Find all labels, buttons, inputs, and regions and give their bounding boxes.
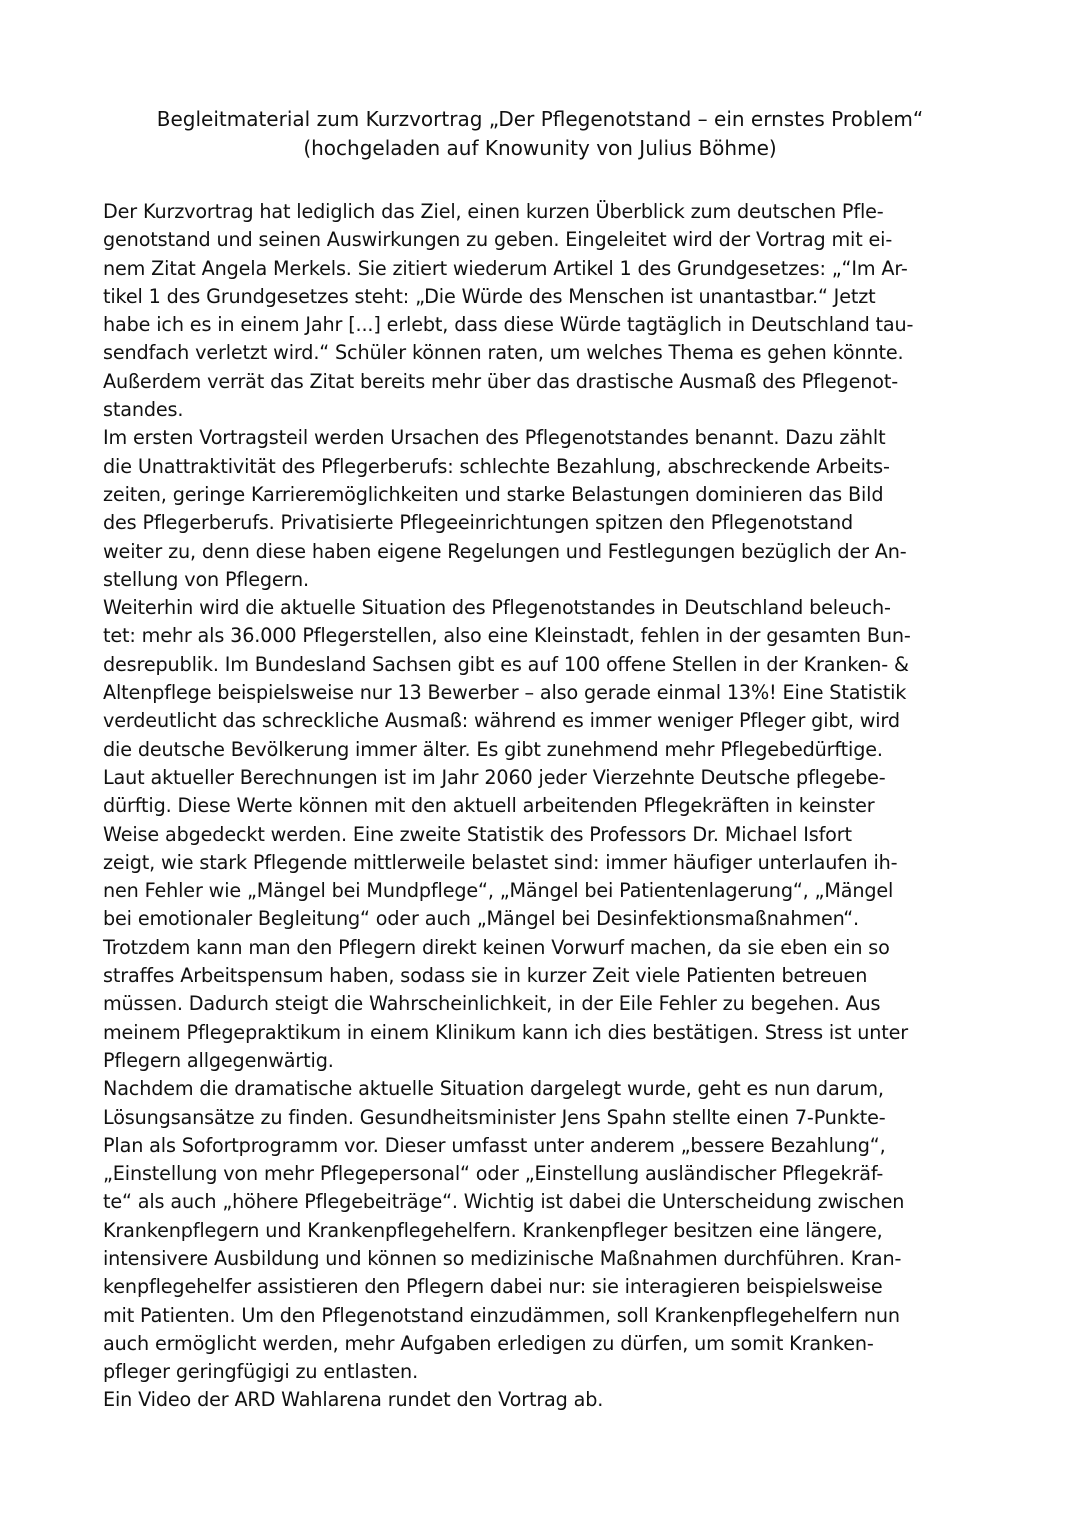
body-line: Nachdem die dramatische aktuelle Situation dargelegt wurde, geht es nun darum, [103, 1077, 884, 1101]
body-line: zeigt, wie stark Pflegende mittlerweile belastet sind: immer häufiger unterlaufen ih- [103, 850, 898, 874]
body-line: zeiten, geringe Karrieremöglichkeiten und starke Belastungen dominieren das Bild [103, 482, 884, 506]
body-line: genotstand und seinen Auswirkungen zu geben. Eingeleitet wird der Vortrag mit ei- [103, 228, 893, 252]
body-line: standes. [103, 398, 184, 422]
body-line: pfleger geringfügigi zu entlasten. [103, 1360, 419, 1384]
body-line: Weise abgedeckt werden. Eine zweite Statistik des Professors Dr. Michael Isfort [103, 822, 852, 846]
body-line: desrepublik. Im Bundesland Sachsen gibt es auf 100 offene Stellen in der Kranken- & [103, 652, 909, 676]
body-line: Ein Video der ARD Wahlarena rundet den Vortrag ab. [103, 1388, 604, 1412]
body-line: weiter zu, denn diese haben eigene Regelungen und Festlegungen bezüglich der An- [103, 539, 907, 563]
body-line: Trotzdem kann man den Pflegern direkt keinen Vorwurf machen, da sie eben ein so [103, 935, 890, 959]
body-line: auch ermöglicht werden, mehr Aufgaben erledigen zu dürfen, um somit Kranken- [103, 1331, 874, 1355]
body-line: Außerdem verrät das Zitat bereits mehr über das drastische Ausmaß des Pflegenot- [103, 369, 898, 393]
body-line: habe ich es in einem Jahr [...] erlebt, dass diese Würde tagtäglich in Deutschland tau- [103, 313, 914, 337]
body-line: nen Fehler wie „Mängel bei Mundpflege“, „Mängel bei Patientenlagerung“, „Mängel [103, 879, 894, 903]
body-line: tet: mehr als 36.000 Pflegerstellen, also eine Kleinstadt, fehlen in der gesamten Bun- [103, 624, 911, 648]
body-line: Pflegern allgegenwärtig. [103, 1048, 334, 1072]
body-line: müssen. Dadurch steigt die Wahrscheinlichkeit, in der Eile Fehler zu begehen. Aus [103, 992, 881, 1016]
body-line: nem Zitat Angela Merkels. Sie zitiert wiederum Artikel 1 des Grundgesetzes: „“Im Ar- [103, 256, 908, 280]
body-line: Lösungsansätze zu finden. Gesundheitsminister Jens Spahn stellte einen 7-Punkte- [103, 1105, 886, 1129]
body-line: Laut aktueller Berechnungen ist im Jahr 2060 jeder Vierzehnte Deutsche pflegebe- [103, 765, 886, 789]
body-line: verdeutlicht das schreckliche Ausmaß: während es immer weniger Pfleger gibt, wird [103, 709, 900, 733]
body-line: straffes Arbeitspensum haben, sodass sie in kurzer Zeit viele Patienten betreuen [103, 964, 868, 988]
body-line: kenpflegehelfer assistieren den Pflegern dabei nur: sie interagieren beispielsweise [103, 1275, 883, 1299]
document-subtitle: (hochgeladen auf Knowunity von Julius Böhme) [303, 136, 777, 160]
body-line: Krankenpflegern und Krankenpflegehelfern. Krankenpfleger besitzen eine längere, [103, 1218, 883, 1242]
body-line: die Unattraktivität des Pflegerberufs: schlechte Bezahlung, abschreckende Arbeits- [103, 454, 890, 478]
document-title: Begleitmaterial zum Kurzvortrag „Der Pflegenotstand – ein ernstes Problem“ [156, 107, 924, 131]
body-line: Altenpflege beispielsweise nur 13 Bewerber – also gerade einmal 13%! Eine Statistik [103, 681, 907, 705]
body-line: te“ als auch „höhere Pflegebeiträge“. Wichtig ist dabei die Unterscheidung zwischen [103, 1190, 905, 1214]
body-line: des Pflegerberufs. Privatisierte Pflegeeinrichtungen spitzen den Pflegenotstand [103, 511, 854, 535]
body-line: stellung von Pflegern. [103, 567, 309, 591]
body-line: Der Kurzvortrag hat lediglich das Ziel, einen kurzen Überblick zum deutschen Pfle- [103, 200, 884, 223]
body-line: Im ersten Vortragsteil werden Ursachen des Pflegenotstandes benannt. Dazu zählt [103, 426, 886, 450]
body-line: meinem Pflegepraktikum in einem Klinikum kann ich dies bestätigen. Stress ist unter [103, 1020, 909, 1044]
body-line: „Einstellung von mehr Pflegepersonal“ oder „Einstellung ausländischer Pflegekräf- [103, 1162, 884, 1186]
body-line: tikel 1 des Grundgesetzes steht: „Die Würde des Menschen ist unantastbar.“ Jetzt [103, 284, 876, 308]
body-line: dürftig. Diese Werte können mit den aktuell arbeitenden Pflegekräften in keinster [103, 794, 875, 818]
body-line: mit Patienten. Um den Pflegenotstand einzudämmen, soll Krankenpflegehelfern nun [103, 1303, 900, 1327]
document-body [103, 198, 983, 1415]
body-line: intensivere Ausbildung und können so medizinische Maßnahmen durchführen. Kran- [103, 1246, 902, 1270]
body-line: Plan als Sofortprogramm vor. Dieser umfasst unter anderem „bessere Bezahlung“, [103, 1133, 886, 1157]
body-line: Weiterhin wird die aktuelle Situation des Pflegenotstandes in Deutschland beleuch- [103, 596, 891, 620]
body-line: sendfach verletzt wird.“ Schüler können raten, um welches Thema es gehen könnte. [103, 341, 904, 365]
body-line: die deutsche Bevölkerung immer älter. Es gibt zunehmend mehr Pflegebedürftige. [103, 737, 883, 761]
body-line: bei emotionaler Begleitung“ oder auch „Mängel bei Desinfektionsmaßnahmen“. [103, 907, 859, 931]
